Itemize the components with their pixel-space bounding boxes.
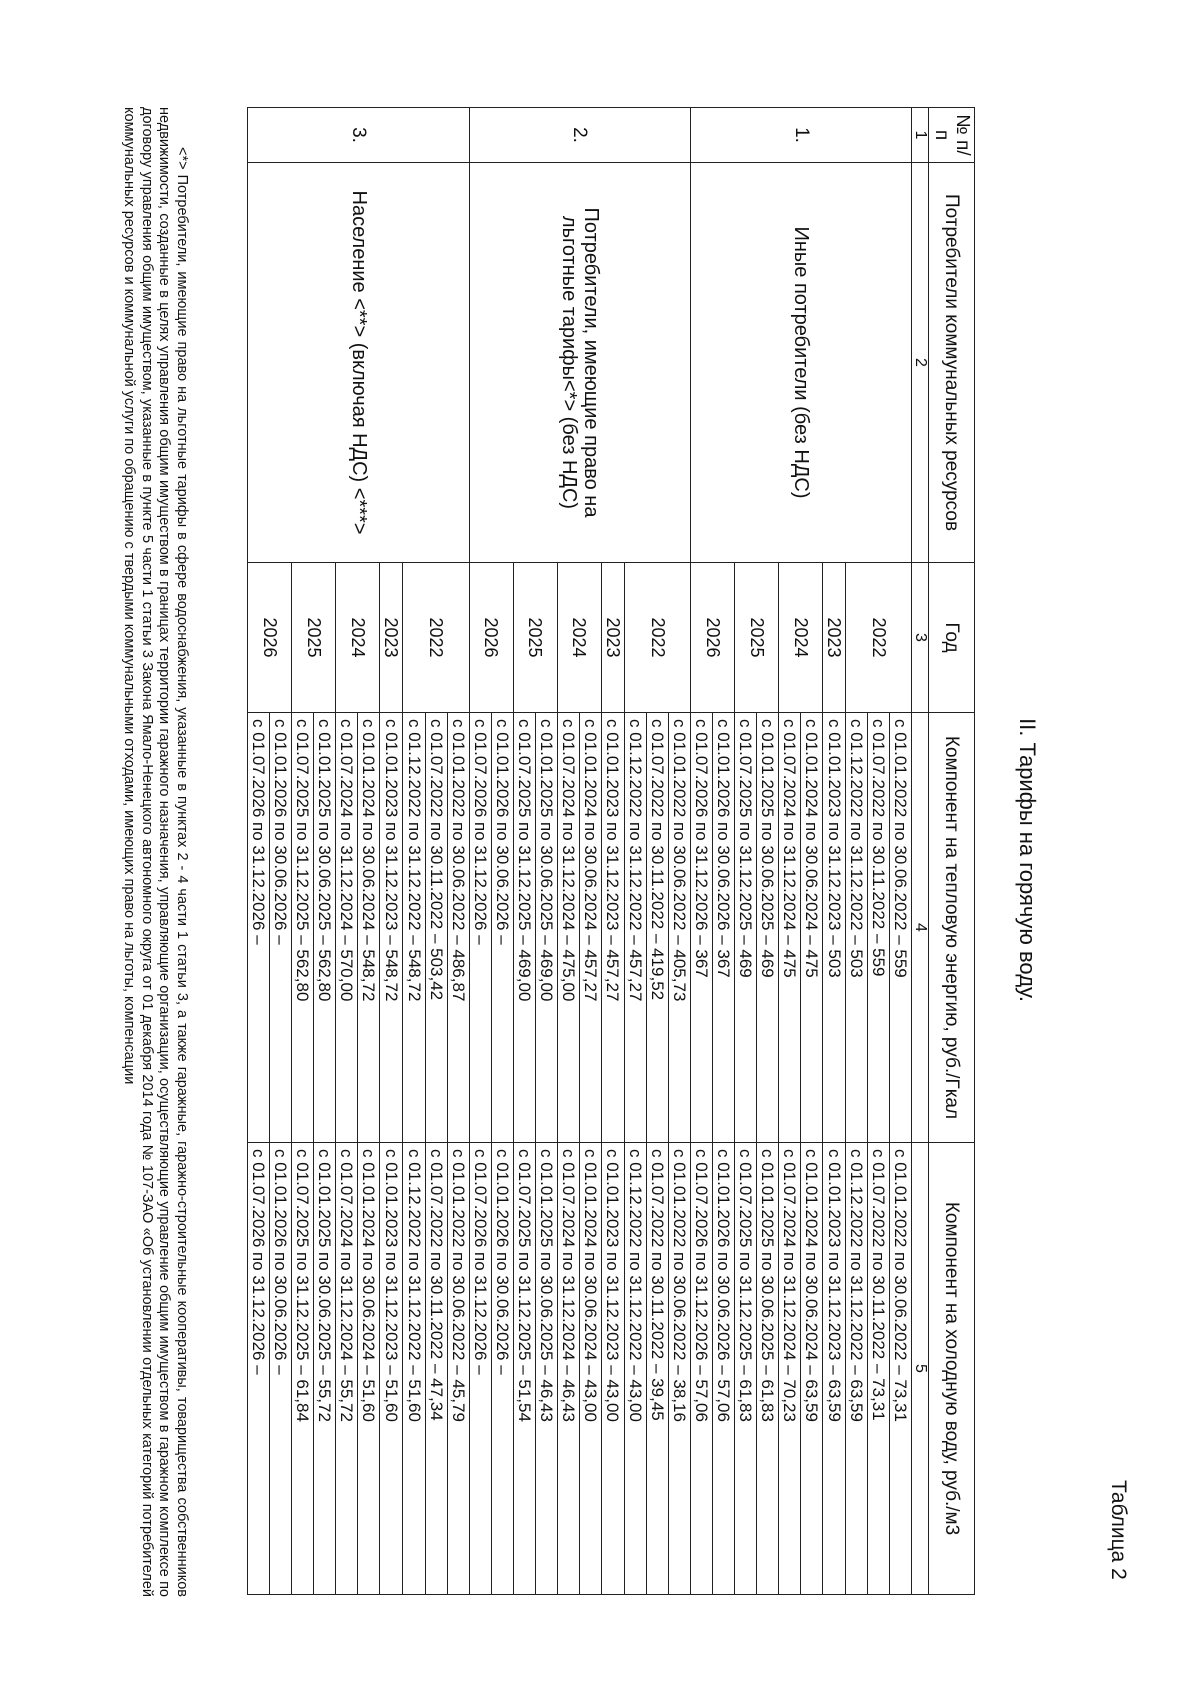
heat-tariff-cell: с 01.01.2022 по 30.06.2022 – 486,87 xyxy=(447,713,469,1143)
heat-tariff-cell: с 01.01.2022 по 30.06.2022 – 405,73 xyxy=(669,713,691,1143)
year-cell: 2026 xyxy=(469,563,513,713)
group-number: 1. xyxy=(691,108,912,163)
column-number: 3 xyxy=(912,563,929,713)
cold-tariff-cell: с 01.01.2023 по 31.12.2023 – 43,00 xyxy=(601,1143,624,1595)
cold-tariff-cell: с 01.01.2025 по 30.06.2025 – 55,72 xyxy=(314,1143,336,1595)
cold-tariff-cell: с 01.01.2026 по 30.06.2026 – 57,06 xyxy=(713,1143,735,1595)
heat-tariff-cell: с 01.07.2025 по 31.12.2025 – 562,80 xyxy=(292,713,314,1143)
cold-tariff-cell: с 01.01.2024 по 30.06.2024 – 43,00 xyxy=(579,1143,601,1595)
cold-tariff-cell: с 01.07.2022 по 30.11.2022 – 73,31 xyxy=(868,1143,890,1595)
group-number: 2. xyxy=(469,108,690,163)
header-year: Год xyxy=(929,563,975,713)
consumer-group: Потребители, имеющие право на льготные тарифы<*> (без НДС) xyxy=(469,163,690,563)
year-cell: 2023 xyxy=(601,563,624,713)
cold-tariff-cell: с 01.01.2025 по 30.06.2025 – 46,43 xyxy=(535,1143,557,1595)
cold-tariff-cell: с 01.01.2022 по 30.06.2022 – 38,16 xyxy=(669,1143,691,1595)
column-number: 1 xyxy=(912,108,929,163)
cold-tariff-cell: с 01.07.2022 по 30.11.2022 – 47,34 xyxy=(425,1143,447,1595)
cold-tariff-cell: с 01.07.2025 по 31.12.2025 – 61,84 xyxy=(292,1143,314,1595)
column-number-row xyxy=(912,108,929,1595)
cold-tariff-cell: с 01.01.2024 по 30.06.2024 – 51,60 xyxy=(358,1143,380,1595)
heat-tariff-cell: с 01.07.2026 по 31.12.2026 – xyxy=(469,713,491,1143)
cold-tariff-cell: с 01.07.2026 по 31.12.2026 – 57,06 xyxy=(691,1143,713,1595)
cold-tariff-cell: с 01.01.2026 по 30.06.2026 – xyxy=(270,1143,292,1595)
cold-tariff-cell: с 01.07.2025 по 31.12.2025 – 51,54 xyxy=(513,1143,535,1595)
section-heading: II. Тарифы на горячую воду. xyxy=(1015,718,1040,1002)
heat-tariff-cell: с 01.12.2022 по 31.12.2022 – 548,72 xyxy=(403,713,425,1143)
year-cell: 2023 xyxy=(380,563,403,713)
cold-tariff-cell: с 01.01.2022 по 30.06.2022 – 73,31 xyxy=(890,1143,912,1595)
year-cell: 2023 xyxy=(823,563,846,713)
heat-tariff-cell: с 01.07.2022 по 30.11.2022 – 559 xyxy=(868,713,890,1143)
header-num: № п/п xyxy=(929,108,975,163)
consumer-group: Население <**> (включая НДС) <***> xyxy=(248,163,469,563)
cold-tariff-cell: с 01.07.2026 по 31.12.2026 – xyxy=(248,1143,270,1595)
cold-tariff-cell: с 01.12.2022 по 31.12.2022 – 63,59 xyxy=(846,1143,868,1595)
year-cell: 2026 xyxy=(248,563,292,713)
column-number: 4 xyxy=(912,713,929,1143)
heat-tariff-cell: с 01.07.2025 по 31.12.2025 – 469 xyxy=(735,713,757,1143)
heat-tariff-cell: с 01.01.2026 по 30.06.2026 – xyxy=(270,713,292,1143)
year-cell: 2022 xyxy=(624,563,690,713)
header-cold-component: Компонент на холодную воду, руб./м3 xyxy=(929,1143,975,1595)
heat-tariff-cell: с 01.07.2024 по 31.12.2024 – 475,00 xyxy=(557,713,579,1143)
consumer-group: Иные потребители (без НДС) xyxy=(691,163,912,563)
cold-tariff-cell: с 01.01.2023 по 31.12.2023 – 63,59 xyxy=(823,1143,846,1595)
cold-tariff-cell: с 01.01.2025 по 30.06.2025 – 61,83 xyxy=(757,1143,779,1595)
heat-tariff-cell: с 01.01.2025 по 30.06.2025 – 469,00 xyxy=(535,713,557,1143)
year-cell: 2025 xyxy=(292,563,336,713)
heat-tariff-cell: с 01.07.2022 по 30.11.2022 – 503,42 xyxy=(425,713,447,1143)
year-cell: 2025 xyxy=(735,563,779,713)
year-cell: 2022 xyxy=(403,563,469,713)
year-cell: 2026 xyxy=(691,563,735,713)
cold-tariff-cell: с 01.01.2024 по 30.06.2024 – 63,59 xyxy=(801,1143,823,1595)
heat-tariff-cell: с 01.01.2026 по 30.06.2026 – xyxy=(491,713,513,1143)
cold-tariff-cell: с 01.01.2026 по 30.06.2026 – xyxy=(491,1143,513,1595)
column-number: 2 xyxy=(912,163,929,563)
heat-tariff-cell: с 01.01.2024 по 30.06.2024 – 457,27 xyxy=(579,713,601,1143)
heat-tariff-cell: с 01.12.2022 по 31.12.2022 – 457,27 xyxy=(624,713,646,1143)
table-row xyxy=(890,108,912,1595)
heat-tariff-cell: с 01.01.2024 по 30.06.2024 – 475 xyxy=(801,713,823,1143)
column-number: 5 xyxy=(912,1143,929,1595)
cold-tariff-cell: с 01.07.2025 по 31.12.2025 – 61,83 xyxy=(735,1143,757,1595)
heat-tariff-cell: с 01.07.2022 по 30.11.2022 – 419,52 xyxy=(646,713,668,1143)
year-cell: 2024 xyxy=(557,563,601,713)
heat-tariff-cell: с 01.01.2025 по 30.06.2025 – 469 xyxy=(757,713,779,1143)
heat-tariff-cell: с 01.01.2025 по 30.06.2025 – 562,80 xyxy=(314,713,336,1143)
cold-tariff-cell: с 01.07.2024 по 31.12.2024 – 46,43 xyxy=(557,1143,579,1595)
cold-tariff-cell: с 01.07.2022 по 30.11.2022 – 39,45 xyxy=(646,1143,668,1595)
heat-tariff-cell: с 01.01.2023 по 31.12.2023 – 548,72 xyxy=(380,713,403,1143)
heat-tariff-cell: с 01.07.2025 по 31.12.2025 – 469,00 xyxy=(513,713,535,1143)
heat-tariff-cell: с 01.07.2024 по 31.12.2024 – 475 xyxy=(779,713,801,1143)
heat-tariff-cell: с 01.07.2026 по 31.12.2026 – 367 xyxy=(691,713,713,1143)
cold-tariff-cell: с 01.12.2022 по 31.12.2022 – 51,60 xyxy=(403,1143,425,1595)
heat-tariff-cell: с 01.07.2026 по 31.12.2026 – xyxy=(248,713,270,1143)
heat-tariff-cell: с 01.07.2024 по 31.12.2024 – 570,00 xyxy=(336,713,358,1143)
footnote-text: <*> Потребители, имеющие право на льготные тарифы в сфере водоснабжения, указанные в пунктах 2 - 4 части 1 статьи 3, а также гаражные, гаражно-строительные кооперативы, товарищества собственников недвижимости, созданные в целях управления общим имуществом в границах территории гаражного назначения, управляющие организации, осуществляющие управление общим имуществом в гаражном комплексе по договору управления общим имуществом, указанные в пункте 5 части 1 статьи 3 Закона Ямало-Ненецкого автономного округа от 01 декабря 2014 года № 107-ЗАО «Об установлении отдельных категорий потребителей коммунальных ресурсов и коммунальной услуги по обращению с твердыми коммунальными отходами, имеющих право на льготы, компенсации xyxy=(120,107,190,1597)
cold-tariff-cell: с 01.01.2023 по 31.12.2023 – 51,60 xyxy=(380,1143,403,1595)
heat-tariff-cell: с 01.01.2023 по 31.12.2023 – 457,27 xyxy=(601,713,624,1143)
cold-tariff-cell: с 01.07.2024 по 31.12.2024 – 70,23 xyxy=(779,1143,801,1595)
heat-tariff-cell: с 01.12.2022 по 31.12.2022 – 503 xyxy=(846,713,868,1143)
cold-tariff-cell: с 01.07.2024 по 31.12.2024 – 55,72 xyxy=(336,1143,358,1595)
header-heat-component: Компонент на тепловую энергию, руб./Гкал xyxy=(929,713,975,1143)
cold-tariff-cell: с 01.12.2022 по 31.12.2022 – 43,00 xyxy=(624,1143,646,1595)
table-caption: Таблица 2 xyxy=(1107,1480,1130,1580)
header-consumers: Потребители коммунальных ресурсов xyxy=(929,163,975,563)
heat-tariff-cell: с 01.01.2023 по 31.12.2023 – 503 xyxy=(823,713,846,1143)
table-row xyxy=(447,108,469,1595)
footnote xyxy=(119,107,190,1597)
cold-tariff-cell: с 01.01.2022 по 30.06.2022 – 45,79 xyxy=(447,1143,469,1595)
heat-tariff-cell: с 01.01.2026 по 30.06.2026 – 367 xyxy=(713,713,735,1143)
year-cell: 2025 xyxy=(513,563,557,713)
year-cell: 2022 xyxy=(846,563,912,713)
heat-tariff-cell: с 01.01.2024 по 30.06.2024 – 548,72 xyxy=(358,713,380,1143)
cold-tariff-cell: с 01.07.2026 по 31.12.2026 – xyxy=(469,1143,491,1595)
table-body xyxy=(248,108,912,1595)
heat-tariff-cell: с 01.01.2022 по 30.06.2022 – 559 xyxy=(890,713,912,1143)
year-cell: 2024 xyxy=(779,563,823,713)
tariff-table xyxy=(247,107,975,1595)
group-number: 3. xyxy=(248,108,469,163)
year-cell: 2024 xyxy=(336,563,380,713)
header-row xyxy=(929,108,975,1595)
table-row xyxy=(669,108,691,1595)
